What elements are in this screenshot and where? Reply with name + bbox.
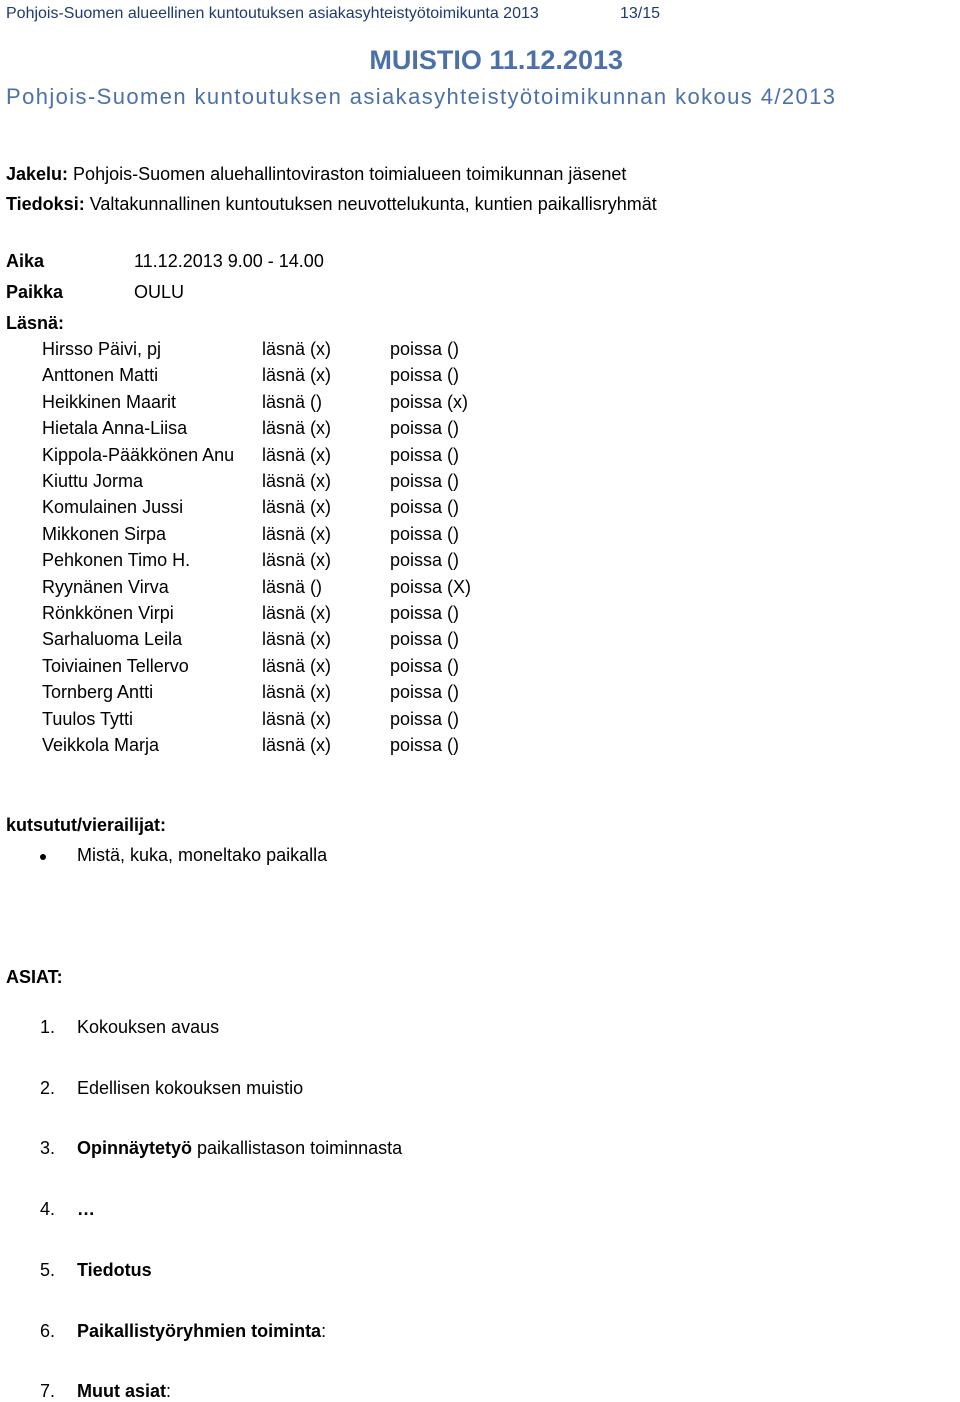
- running-title: Pohjois-Suomen alueellinen kuntoutuksen asiakasyhteistyötoimikunta 2013: [6, 5, 539, 22]
- agenda-item-bold-text: Tiedotus: [77, 1259, 152, 1280]
- bullet-icon: [40, 854, 46, 860]
- meeting-subtitle: Pohjois-Suomen kuntoutuksen asiakasyhteistyötoimikunnan kokous 4/2013: [6, 84, 837, 109]
- attendee-row: [42, 523, 460, 545]
- attendee-present: läsnä (x): [262, 629, 332, 650]
- distribution-value: Pohjois-Suomen aluehallintoviraston toimialueen toimikunnan jäsenet: [68, 164, 627, 184]
- agenda-item-plain-text: paikallistason toiminnasta: [192, 1138, 403, 1159]
- attendee-row: [42, 339, 460, 360]
- attendee-absent: poissa (): [390, 735, 460, 755]
- agenda-item-number: 3.: [40, 1138, 56, 1159]
- attendee-absent: poissa (): [390, 603, 460, 623]
- attendee-present: läsnä (x): [262, 418, 332, 439]
- attendee-absent: poissa (): [390, 365, 460, 386]
- attendee-present: läsnä (x): [262, 735, 332, 755]
- attendee-name: Veikkola Marja: [42, 735, 160, 755]
- present-heading: Läsnä:: [6, 313, 65, 333]
- agenda-item-number: 6.: [40, 1320, 56, 1341]
- attendee-name: Pehkonen Timo H.: [42, 550, 191, 571]
- place-label: Paikka: [6, 282, 64, 302]
- attendee-present: läsnä (x): [262, 708, 332, 729]
- attendee-absent: poissa (): [390, 629, 460, 650]
- for-information-value: Valtakunnallinen kuntoutuksen neuvottelukunta, kuntien paikallisryhmät: [84, 194, 657, 214]
- agenda-item-bold-text: Paikallistyöryhmien toiminta: [77, 1320, 322, 1341]
- meeting-time: [6, 251, 324, 272]
- attendee-row: [42, 550, 460, 571]
- attendee-name: Tuulos Tytti: [42, 708, 134, 729]
- place-value: OULU: [134, 282, 185, 302]
- attendee-present: läsnä (x): [262, 523, 332, 544]
- for-information-label: Tiedoksi:: [6, 194, 85, 214]
- attendee-row: [42, 708, 460, 730]
- guests-heading: kutsutut/vierailijat:: [6, 815, 167, 835]
- agenda-item-text: [77, 1260, 152, 1281]
- attendee-row: [42, 418, 460, 439]
- agenda-item-number: 5.: [40, 1259, 56, 1280]
- agenda-item-plain-text: :: [166, 1381, 172, 1402]
- attendee-present: läsnä (x): [262, 603, 332, 623]
- attendee-row: [42, 735, 460, 756]
- attendee-absent: poissa (): [390, 523, 460, 544]
- attendee-present: läsnä (x): [262, 655, 332, 676]
- attendee-present: läsnä (x): [262, 471, 332, 491]
- attendee-absent: poissa (x): [390, 391, 469, 412]
- attendee-name: Rönkkönen Virpi: [42, 603, 174, 623]
- attendee-row: [42, 471, 460, 492]
- agenda-item-text: [77, 1381, 171, 1402]
- agenda-item-plain-text: Kokouksen avaus: [77, 1017, 220, 1037]
- time-label: Aika: [6, 251, 45, 271]
- attendee-present: läsnä (): [262, 576, 323, 597]
- attendee-name: Sarhaluoma Leila: [42, 629, 183, 650]
- attendee-absent: poissa (): [390, 708, 460, 729]
- running-header: [6, 5, 661, 23]
- attendee-name: Tornberg Antti: [42, 682, 154, 703]
- attendee-name: Kiuttu Jorma: [42, 471, 144, 491]
- attendee-row: [42, 365, 460, 386]
- attendee-absent: poissa (): [390, 471, 460, 491]
- attendee-absent: poissa (): [390, 682, 460, 703]
- memo-title: MUISTIO 11.12.2013: [369, 45, 623, 75]
- attendee-name: Hietala Anna-Liisa: [42, 418, 188, 439]
- attendee-absent: poissa (): [390, 444, 460, 465]
- agenda-item-text: [77, 1078, 303, 1099]
- attendee-row: [42, 497, 460, 518]
- agenda-item-bold-text: …: [77, 1199, 95, 1220]
- agenda-item-number: 2.: [40, 1077, 56, 1098]
- agenda-item-bold-text: Opinnäytetyö: [77, 1138, 193, 1159]
- attendee-name: Anttonen Matti: [42, 365, 159, 386]
- attendee-row: [42, 444, 460, 466]
- attendee-present: läsnä (x): [262, 550, 332, 571]
- agenda-item-text: [77, 1017, 219, 1038]
- attendee-absent: poissa (X): [390, 576, 472, 597]
- attendee-absent: poissa (): [390, 497, 460, 518]
- attendee-name: Heikkinen Maarit: [42, 391, 177, 412]
- agenda-item-text: [77, 1138, 402, 1159]
- attendee-name: Hirsso Päivi, pj: [42, 339, 162, 359]
- attendee-present: läsnä (x): [262, 444, 332, 465]
- attendee-row: [42, 655, 460, 677]
- attendee-absent: poissa (): [390, 339, 460, 359]
- agenda-item-plain-text: :: [321, 1320, 327, 1341]
- agenda-item-text: [77, 1199, 95, 1220]
- attendee-present: läsnä (x): [262, 339, 332, 359]
- attendee-present: läsnä (x): [262, 497, 332, 518]
- attendee-row: [42, 603, 460, 624]
- agenda-item-number: 1.: [40, 1017, 56, 1037]
- attendee-name: Kippola-Pääkkönen Anu: [42, 444, 235, 465]
- distribution-line: [6, 164, 626, 185]
- distribution-label: Jakelu:: [6, 164, 69, 184]
- agenda-item-bold-text: Muut asiat: [77, 1381, 167, 1402]
- meeting-place: [6, 282, 185, 303]
- attendee-absent: poissa (): [390, 655, 460, 676]
- attendee-present: läsnä (): [262, 391, 323, 412]
- attendee-name: Mikkonen Sirpa: [42, 523, 167, 544]
- attendee-absent: poissa (): [390, 418, 460, 439]
- agenda-item-text: [77, 1321, 326, 1342]
- attendee-present: läsnä (x): [262, 365, 332, 386]
- agenda-item-number: 4.: [40, 1199, 56, 1220]
- attendee-row: [42, 391, 469, 413]
- attendee-present: läsnä (x): [262, 682, 332, 703]
- agenda-item-number: 7.: [40, 1381, 56, 1402]
- agenda-heading: ASIAT:: [6, 967, 63, 987]
- guests-bullet-text: Mistä, kuka, moneltako paikalla: [77, 845, 328, 865]
- attendee-name: Toiviainen Tellervo: [42, 655, 189, 676]
- attendee-name: Ryynänen Virva: [42, 576, 169, 597]
- for-information-line: [6, 194, 657, 215]
- agenda-item-plain-text: Edellisen kokouksen muistio: [77, 1077, 304, 1098]
- attendee-row: [42, 576, 472, 598]
- attendee-absent: poissa (): [390, 550, 460, 571]
- attendee-name: Komulainen Jussi: [42, 497, 184, 518]
- time-value: 11.12.2013 9.00 - 14.00: [134, 251, 324, 271]
- attendee-row: [42, 629, 460, 650]
- page-number: 13/15: [620, 5, 661, 22]
- attendee-row: [42, 682, 460, 703]
